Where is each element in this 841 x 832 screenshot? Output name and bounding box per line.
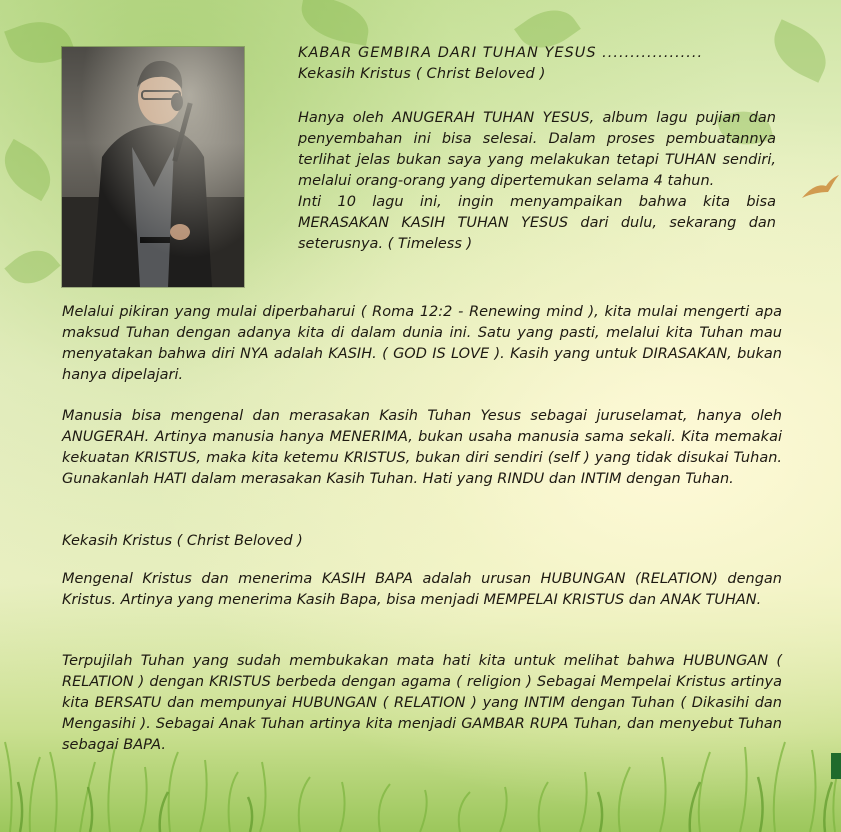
paragraph-2: Manusia bisa mengenal dan merasakan Kasih Tuhan Yesus sebagai juruselamat, hanya oleh ANUGERAH. Artinya manusia hanya MENERIMA, bukan usaha manusia sama sekali. Kita memakai kekuatan KRISTUS, maka kita ketemu KRISTUS, bukan diri sendiri (self ) yang tidak disukai Tuhan. Gunakanlah HATI dalam merasakan Kasih Tuhan. Hati yang RINDU dan INTIM dengan Tuhan. [62,408,782,487]
leaf-decoration [297,0,373,46]
header-block [298,43,778,85]
page-title: KABAR GEMBIRA DARI TUHAN YESUS .................. [298,45,704,61]
portrait-photo [62,47,244,287]
paragraph-3: Kekasih Kristus ( Christ Beloved ) [62,533,303,549]
intro-block [298,108,776,255]
intro-paragraph-2: Inti 10 lagu ini, ingin menyampaikan bahwa kita bisa MERASAKAN KASIH TUHAN YESUS dari dulu, sekarang dan seterusnya. ( Timeless ) [298,194,776,252]
page-subtitle: Kekasih Kristus ( Christ Beloved ) [298,66,546,82]
page-edge-tab [831,753,841,779]
photo-background [62,47,244,287]
paragraph-5: Terpujilah Tuhan yang sudah membukakan mata hati kita untuk melihat bahwa HUBUNGAN ( RELATION ) dengan KRISTUS berbeda dengan agama ( religion ) Sebagai Mempelai Kristus artinya kita BERSATU dan mempunyai HUBUNGAN ( RELATION ) yang INTIM dengan Tuhan ( Dikasihi dan Mengasihi ). Sebagai Anak Tuhan artinya kita menjadi GAMBAR RUPA Tuhan, dan menyebut Tuhan sebagai BAPA. [62,653,782,753]
paragraph-4: Mengenal Kristus dan menerima KASIH BAPA adalah urusan HUBUNGAN (RELATION) dengan Kristus. Artinya yang menerima Kasih Bapa, bisa menjadi MEMPELAI KRISTUS dan ANAK TUHAN. [62,571,782,608]
paragraph-1: Melalui pikiran yang mulai diperbaharui ( Roma 12:2 - Renewing mind ), kita mulai mengerti apa maksud Tuhan dengan adanya kita di dalam dunia ini. Satu yang pasti, melalui kita Tuhan mau menyatakan bahwa diri NYA adalah KASIH. ( GOD IS LOVE ). Kasih yang untuk DIRASAKAN, bukan hanya dipelajari. [62,304,782,383]
bird-icon [800,172,840,202]
leaf-decoration [4,240,60,295]
leaf-decoration [0,139,61,201]
intro-paragraph: Hanya oleh ANUGERAH TUHAN YESUS, album lagu pujian dan penyembahan ini bisa selesai. Dalam proses pembuatannya terlihat jelas bukan saya yang melakukan tetapi TUHAN sendiri, melalui orang-orang yang dipertemukan selama 4 tahun. [298,110,776,189]
